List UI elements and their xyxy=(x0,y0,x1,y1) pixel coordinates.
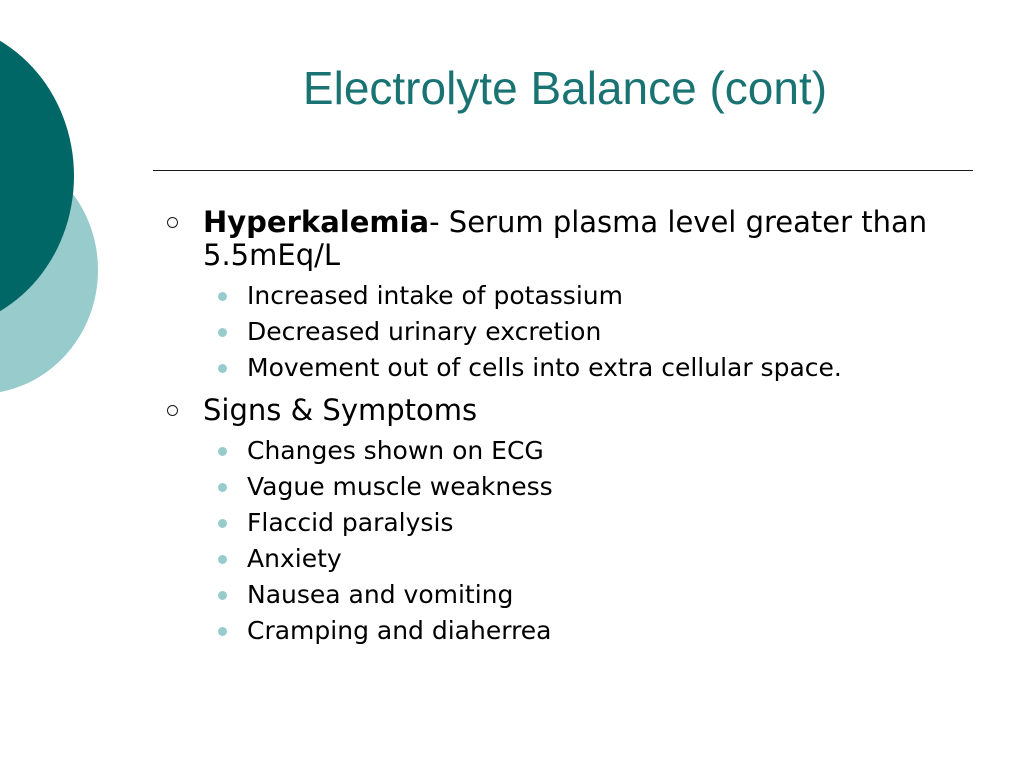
list-item xyxy=(160,469,980,505)
hollow-circle-bullet-icon xyxy=(167,217,178,228)
slide-body xyxy=(160,206,980,657)
bullet-hyperkalemia xyxy=(160,206,980,272)
bullet-text: - Serum plasma level greater than 5.5mEq/L xyxy=(203,205,928,272)
list-item xyxy=(160,577,980,613)
bullet-text: Signs & Symptoms xyxy=(203,393,478,427)
list-item xyxy=(160,613,980,649)
list-item-text: Decreased urinary excretion xyxy=(247,317,602,346)
list-item-text: Cramping and diaherrea xyxy=(247,616,552,645)
list-item-text: Flaccid paralysis xyxy=(247,508,454,537)
list-item xyxy=(160,278,980,314)
hollow-circle-bullet-icon xyxy=(167,405,178,416)
bullet-signs-symptoms xyxy=(160,394,980,427)
list-item-text: Increased intake of potassium xyxy=(247,281,623,310)
title-divider xyxy=(153,170,973,171)
symptoms-list xyxy=(160,433,980,649)
list-item-text: Vague muscle weakness xyxy=(247,472,553,501)
dot-bullet-icon xyxy=(218,591,227,600)
list-item xyxy=(160,350,980,386)
dot-bullet-icon xyxy=(218,328,227,337)
list-item-text: Nausea and vomiting xyxy=(247,580,514,609)
dot-bullet-icon xyxy=(218,555,227,564)
dot-bullet-icon xyxy=(218,292,227,301)
list-item xyxy=(160,314,980,350)
list-item xyxy=(160,505,980,541)
dot-bullet-icon xyxy=(218,627,227,636)
dot-bullet-icon xyxy=(218,364,227,373)
list-item-text: Anxiety xyxy=(247,544,342,573)
hyperkalemia-causes-list xyxy=(160,278,980,386)
list-item xyxy=(160,433,980,469)
list-item-text: Changes shown on ECG xyxy=(247,436,544,465)
bullet-bold-term: Hyperkalemia xyxy=(203,205,430,239)
dot-bullet-icon xyxy=(218,447,227,456)
list-item-text: Movement out of cells into extra cellular space. xyxy=(247,353,842,382)
list-item xyxy=(160,541,980,577)
dot-bullet-icon xyxy=(218,483,227,492)
slide-title: Electrolyte Balance (cont) xyxy=(302,62,828,114)
dot-bullet-icon xyxy=(218,519,227,528)
